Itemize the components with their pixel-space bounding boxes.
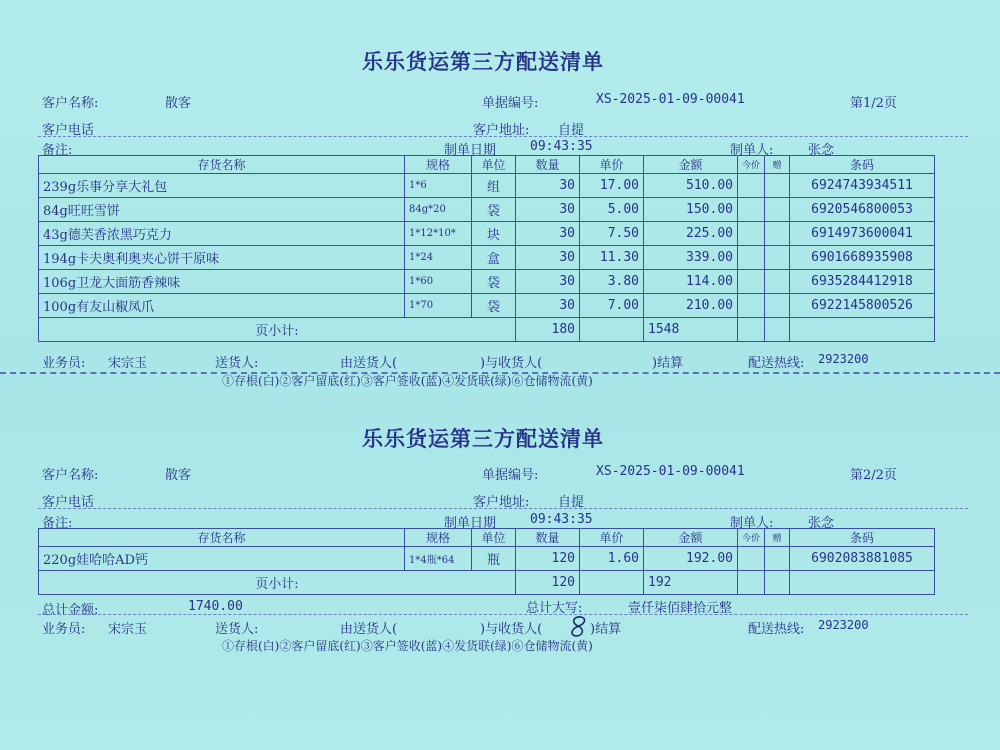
copies-legend: ①存根(白)②客户留底(红)③客户签收(蓝)④发货联(绿)⑥仓储物流(黄) (222, 374, 593, 388)
subtotal-amount: 192 (644, 571, 738, 595)
item-amount: 225.00 (644, 222, 738, 246)
deliverer-label: 送货人: (215, 356, 259, 371)
total-upper-label: 总计大写: (526, 601, 583, 616)
col-header-gift: 赠 (765, 156, 790, 174)
item-qty: 30 (516, 222, 580, 246)
sheet-title: 乐乐货运第三方配送清单 (362, 49, 604, 74)
col-header-spec: 规格 (405, 156, 472, 174)
deliver-from-text: 由送货人( (340, 622, 398, 637)
hotline-label: 配送热线: (748, 622, 805, 637)
item-barcode: 6935284412918 (790, 270, 935, 294)
customer-phone-label: 客户电话 (42, 495, 95, 510)
hotline: 2923200 (818, 618, 869, 632)
col-header-discount: 今价 (738, 156, 765, 174)
items-table (38, 528, 935, 595)
subtotal-price-empty (580, 318, 644, 342)
subtotal-discount-empty (738, 318, 765, 342)
hotline: 2923200 (818, 352, 869, 366)
settle-text: )结算 (590, 622, 622, 637)
subtotal-qty: 180 (516, 318, 580, 342)
col-header-barcode: 条码 (790, 529, 935, 547)
subtotal-row (39, 318, 935, 342)
subtotal-qty: 120 (516, 571, 580, 595)
item-name: 194g卡夫奥利奥夹心饼干原味 (39, 246, 405, 270)
item-gift (765, 198, 790, 222)
item-discount (738, 222, 765, 246)
table-header-row (39, 156, 935, 174)
table-row (39, 222, 935, 246)
item-unit: 组 (472, 174, 516, 198)
made-time: 09:43:35 (530, 139, 593, 154)
col-header-qty: 数量 (516, 156, 580, 174)
settle-text: )结算 (652, 356, 684, 371)
item-name: 100g有友山椒凤爪 (39, 294, 405, 318)
total-upper: 壹仟柒佰肆拾元整 (628, 601, 733, 616)
salesman-label: 业务员: (42, 356, 86, 371)
item-spec: 1*70 (405, 294, 472, 318)
item-barcode: 6920546800053 (790, 198, 935, 222)
item-barcode: 6902083881085 (790, 547, 935, 571)
item-barcode: 6922145800526 (790, 294, 935, 318)
item-price: 1.60 (580, 547, 644, 571)
item-discount (738, 294, 765, 318)
item-discount (738, 198, 765, 222)
col-header-unit: 单位 (472, 156, 516, 174)
item-amount: 192.00 (644, 547, 738, 571)
col-header-gift: 赠 (765, 529, 790, 547)
col-header-spec: 规格 (405, 529, 472, 547)
col-header-price: 单价 (580, 156, 644, 174)
item-unit: 盒 (472, 246, 516, 270)
col-header-amount: 金额 (644, 156, 738, 174)
item-unit: 袋 (472, 198, 516, 222)
salesman-label: 业务员: (42, 622, 86, 637)
customer-name: 散客 (165, 468, 192, 483)
item-gift (765, 547, 790, 571)
item-amount: 114.00 (644, 270, 738, 294)
item-qty: 30 (516, 198, 580, 222)
table-header-row (39, 529, 935, 547)
item-qty: 30 (516, 174, 580, 198)
customer-address: 自提 (558, 123, 585, 138)
table-row (39, 174, 935, 198)
item-amount: 510.00 (644, 174, 738, 198)
subtotal-amount: 1548 (644, 318, 738, 342)
subtotal-gift-empty (765, 318, 790, 342)
item-discount (738, 246, 765, 270)
table-row (39, 246, 935, 270)
page-number: 第2/2页 (850, 468, 897, 483)
copies-legend: ①存根(白)②客户留底(红)③客户签收(蓝)④发货联(绿)⑥仓储物流(黄) (222, 639, 593, 653)
table-row (39, 270, 935, 294)
item-barcode: 6901668935908 (790, 246, 935, 270)
doc-no-label: 单据编号: (482, 468, 539, 483)
item-barcode: 6914973600041 (790, 222, 935, 246)
total-amount: 1740.00 (188, 599, 243, 614)
subtotal-label: 页小计: (39, 571, 516, 595)
doc-no-label: 单据编号: (482, 96, 539, 111)
subtotal-label: 页小计: (39, 318, 516, 342)
customer-phone-label: 客户电话 (42, 123, 95, 138)
item-spec: 1*60 (405, 270, 472, 294)
divider (38, 508, 968, 509)
item-gift (765, 294, 790, 318)
customer-address-label: 客户地址: (473, 495, 530, 510)
item-price: 7.50 (580, 222, 644, 246)
hotline-label: 配送热线: (748, 356, 805, 371)
deliver-to-text: )与收货人( (480, 356, 543, 371)
item-price: 3.80 (580, 270, 644, 294)
customer-name: 散客 (165, 96, 192, 111)
item-unit: 瓶 (472, 547, 516, 571)
subtotal-gift-empty (765, 571, 790, 595)
item-spec: 1*4瓶*64 (405, 547, 472, 571)
doc-no: XS-2025-01-09-00041 (596, 92, 745, 107)
item-price: 11.30 (580, 246, 644, 270)
item-spec: 1*12*10* (405, 222, 472, 246)
subtotal-discount-empty (738, 571, 765, 595)
item-amount: 210.00 (644, 294, 738, 318)
item-amount: 339.00 (644, 246, 738, 270)
item-unit: 袋 (472, 270, 516, 294)
item-barcode: 6924743934511 (790, 174, 935, 198)
item-qty: 120 (516, 547, 580, 571)
item-price: 7.00 (580, 294, 644, 318)
sheet-title: 乐乐货运第三方配送清单 (362, 426, 604, 451)
subtotal-row (39, 571, 935, 595)
salesman: 宋宗玉 (108, 622, 148, 637)
subtotal-barcode-empty (790, 571, 935, 595)
customer-address: 自提 (558, 495, 585, 510)
item-qty: 30 (516, 294, 580, 318)
item-name: 220g娃哈哈AD钙 (39, 547, 405, 571)
item-name: 106g卫龙大面筋香辣味 (39, 270, 405, 294)
item-spec: 84g*20 (405, 198, 472, 222)
item-name: 43g德芙香浓黑巧克力 (39, 222, 405, 246)
deliver-to-text: )与收货人( (480, 622, 543, 637)
customer-name-label: 客户名称: (42, 96, 99, 111)
maker: 张念 (808, 516, 835, 531)
col-header-discount: 今价 (738, 529, 765, 547)
subtotal-barcode-empty (790, 318, 935, 342)
item-amount: 150.00 (644, 198, 738, 222)
divider (38, 136, 968, 137)
table-row (39, 547, 935, 571)
total-amount-label: 总计金额: (42, 603, 99, 618)
col-header-name: 存货名称 (39, 529, 405, 547)
item-discount (738, 270, 765, 294)
item-name: 239g乐事分享大礼包 (39, 174, 405, 198)
salesman: 宋宗玉 (108, 356, 148, 371)
item-gift (765, 222, 790, 246)
item-price: 17.00 (580, 174, 644, 198)
item-discount (738, 547, 765, 571)
made-date-label: 制单日期 (444, 143, 497, 158)
col-header-barcode: 条码 (790, 156, 935, 174)
item-spec: 1*24 (405, 246, 472, 270)
made-date-label: 制单日期 (444, 516, 497, 531)
col-header-unit: 单位 (472, 529, 516, 547)
remark-label: 备注: (42, 516, 73, 531)
item-unit: 袋 (472, 294, 516, 318)
customer-address-label: 客户地址: (473, 123, 530, 138)
col-header-name: 存货名称 (39, 156, 405, 174)
item-gift (765, 270, 790, 294)
doc-no: XS-2025-01-09-00041 (596, 464, 745, 479)
deliver-from-text: 由送货人( (340, 356, 398, 371)
item-qty: 30 (516, 246, 580, 270)
col-header-price: 单价 (580, 529, 644, 547)
item-discount (738, 174, 765, 198)
maker: 张念 (808, 143, 835, 158)
items-table (38, 155, 935, 342)
col-header-amount: 金额 (644, 529, 738, 547)
remark-label: 备注: (42, 143, 73, 158)
item-name: 84g旺旺雪饼 (39, 198, 405, 222)
item-gift (765, 246, 790, 270)
item-qty: 30 (516, 270, 580, 294)
table-row (39, 294, 935, 318)
subtotal-price-empty (580, 571, 644, 595)
page-number: 第1/2页 (850, 96, 897, 111)
item-spec: 1*6 (405, 174, 472, 198)
customer-name-label: 客户名称: (42, 468, 99, 483)
table-row (39, 198, 935, 222)
item-unit: 块 (472, 222, 516, 246)
item-price: 5.00 (580, 198, 644, 222)
maker-label: 制单人: (730, 143, 774, 158)
divider (38, 614, 968, 615)
item-gift (765, 174, 790, 198)
made-time: 09:43:35 (530, 512, 593, 527)
maker-label: 制单人: (730, 516, 774, 531)
deliverer-label: 送货人: (215, 622, 259, 637)
col-header-qty: 数量 (516, 529, 580, 547)
